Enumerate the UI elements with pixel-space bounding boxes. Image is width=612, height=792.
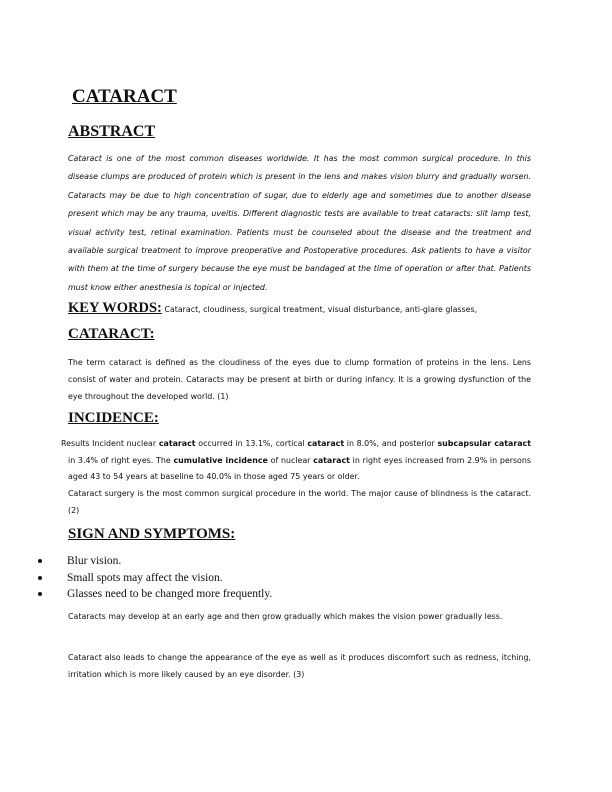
symptoms-para-2: Cataract also leads to change the appearance of the eye as well as it produces discomfort such as redness, itching, irritation which is more likely caused by an eye disorder. (3)	[68, 653, 531, 679]
bold-term: cataract	[158, 439, 196, 448]
bold-term: cataract	[307, 439, 345, 448]
symptoms-list	[38, 553, 501, 603]
list-item-text: Blur vision.	[67, 555, 122, 567]
symptoms-heading: SIGN AND SYMPTOMS:	[68, 526, 236, 542]
cataract-heading: CATARACT:	[68, 326, 155, 342]
bullet-icon	[38, 559, 42, 563]
symptoms-para-1: Cataracts may develop at an early age and then grow gradually which makes the vision power gradually less.	[68, 612, 503, 621]
list-item	[38, 586, 501, 603]
text: in right eyes increased from 2.9% in persons aged 43 to 54 years at baseline to 40.0% in those aged 75 years or older.	[68, 455, 531, 482]
document-title: CATARACT	[72, 86, 177, 107]
text: of nuclear	[267, 455, 314, 465]
bullet-icon	[38, 576, 42, 580]
keywords-line	[68, 299, 531, 317]
keywords-text: Cataract, cloudiness, surgical treatment, visual disturbance, anti-glare glasses,	[161, 305, 478, 314]
text: in 8.0%, and posterior	[344, 439, 438, 448]
incidence-text	[61, 436, 531, 486]
text: in 3.4% of right eyes. The	[68, 455, 174, 465]
bullet-icon	[38, 592, 42, 596]
bold-term: subcapsular cataract	[437, 439, 531, 448]
text: Results Incident nuclear	[61, 439, 159, 448]
text: occurred in 13.1%, cortical	[195, 439, 308, 448]
list-item-text: Glasses need to be changed more frequently.	[67, 588, 273, 600]
list-item	[38, 553, 501, 570]
bold-term: cumulative incidence	[173, 455, 268, 465]
incidence-text-2: Cataract surgery is the most common surgical procedure in the world. The major cause of blindness is the cataract. (2)	[68, 489, 531, 515]
cataract-text: The term cataract is defined as the cloudiness of the eyes due to clump formation of proteins in the lens. Lens consist of water and protein. Cataracts may be present at birth or during infancy. It is a growing dysfunction of the eye throughout the developed world. (1)	[68, 358, 531, 401]
incidence-heading: INCIDENCE:	[68, 410, 159, 426]
list-item	[38, 570, 501, 587]
keywords-heading: KEY WORDS:	[68, 300, 162, 316]
list-item-text: Small spots may affect the vision.	[67, 571, 223, 584]
abstract-heading: ABSTRACT	[68, 123, 156, 140]
bold-term: cataract	[313, 455, 350, 465]
abstract-text: Cataract is one of the most common diseases worldwide. It has the most common surgical procedure. In this disease clumps are produced of protein which is present in the lens and makes vision blurry and gradually worsen. Cataracts may be due to high concentration of sugar, due to elderly age and sometimes due to another disease present which may be any trauma, uveitis. Different diagnostic tests are available to treat cataracts: slit lamp test, visual activity test, retinal examination. Patients must be counseled about the disease and the treatment and available surgical treatment to improve preoperative and Postoperative procedures. Ask patients to have a visitor with them at the time of surgery because the eye must be bandaged at the time of operation or after that. Patients must know either anesthesia is topical or injected.	[68, 154, 531, 292]
